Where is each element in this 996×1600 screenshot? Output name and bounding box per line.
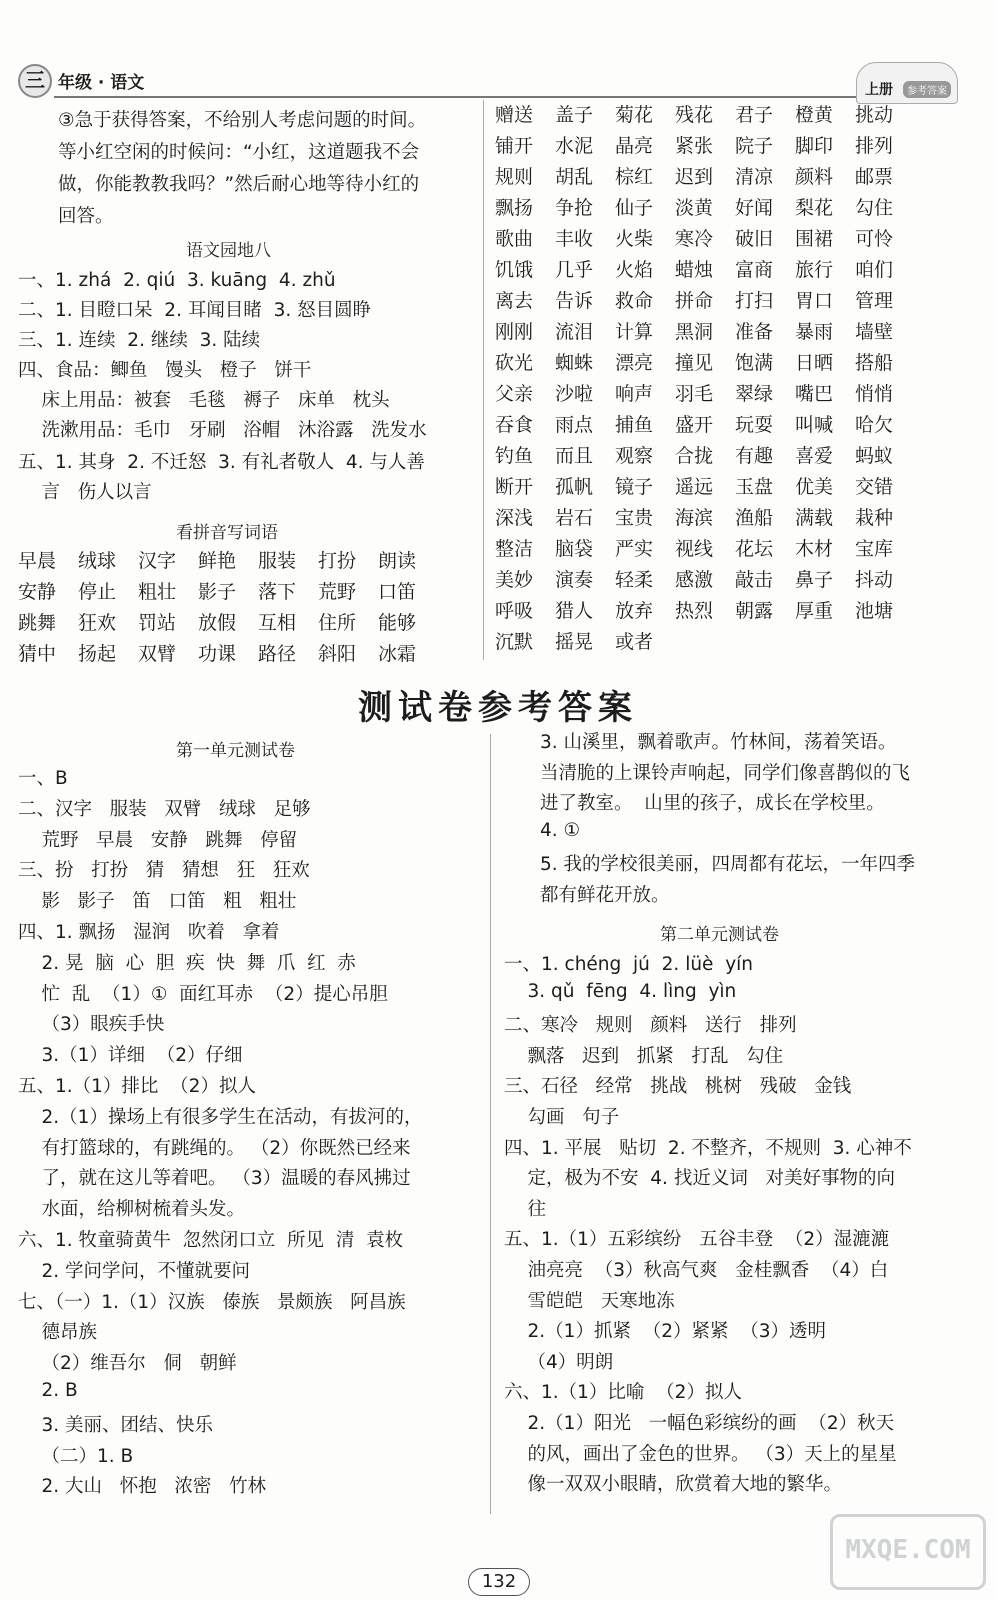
- answer-line: 2.（1）操场上有很多学生在活动，有拔河的，: [18, 1106, 423, 1128]
- vocab-word: 黑洞: [675, 321, 714, 343]
- unit2-title: 第二单元测试卷: [660, 925, 779, 945]
- vocab-word: 美妙: [495, 569, 534, 591]
- answer-line: 飘落 迟到 抓紧 打乱 勾住: [504, 1045, 784, 1067]
- vocab-word: 勾住: [855, 197, 894, 219]
- vocab-word: 叫喊: [795, 414, 834, 436]
- answer-line: 六、1.（1）比喻 （2）拟人: [504, 1382, 742, 1404]
- vocab-word: 君子: [735, 104, 774, 126]
- vocab-word: 仙子: [615, 197, 654, 219]
- vocab-word: 淡黄: [675, 197, 714, 219]
- answer-line: 一、B: [18, 768, 68, 789]
- vocab-word: 敲击: [735, 569, 774, 591]
- watermark-logo: MXQE.COM: [830, 1514, 986, 1590]
- vocab-word: 断开: [495, 476, 534, 498]
- answer-line: 三、石径 经常 挑战 桃树 残破 金钱: [504, 1076, 852, 1098]
- vocab-word: 有趣: [735, 445, 774, 467]
- vocab-word: 交错: [855, 476, 894, 498]
- vocab-word: 喜爱: [795, 445, 834, 467]
- answer-line: 四、食品：鲫鱼 馒头 橙子 饼干: [18, 360, 312, 381]
- answer-line: 像一双双小眼睛，欣赏着大地的繁华。: [504, 1474, 843, 1496]
- answer-line: 都有鲜花开放。: [540, 884, 670, 906]
- answer-line: 2. B: [18, 1380, 78, 1401]
- answer-line: 四、1. 平展 贴切 2. 不整齐，不规则 3. 心神不: [504, 1137, 912, 1159]
- answer-line: 2.（1）阳光 一幅色彩缤纷的画 （2）秋天: [504, 1413, 895, 1434]
- vocab-word: 告诉: [555, 290, 594, 312]
- grade-badge: 三: [18, 64, 52, 98]
- answer-line: 油亮亮 （3）秋高气爽 金桂飘香 （4）白: [504, 1260, 889, 1281]
- answer-line: 二、1. 目瞪口呆 2. 耳闻目睹 3. 怒目圆睁: [18, 300, 372, 321]
- vocab-word: 宝库: [855, 538, 894, 560]
- unit2-answers: [504, 950, 964, 1510]
- vocab-word: 放弃: [615, 600, 654, 622]
- vocab-word: 残花: [675, 104, 714, 126]
- vocab-word: 呼吸: [495, 600, 534, 622]
- answer-line: 四、1. 飘扬 湿润 吹着 拿着: [18, 922, 280, 943]
- answer-line: （二）1. B: [18, 1445, 134, 1467]
- pinyin-word: 功课: [198, 643, 237, 665]
- vocab-word: 玩耍: [735, 414, 774, 436]
- vocab-word: 厚重: [795, 600, 834, 622]
- pinyin-word: 荒野: [318, 581, 357, 603]
- answer-line: 3. 山溪里，飘着歌声。竹林间，荡着笑语。: [540, 732, 897, 753]
- vocab-word: 演奏: [555, 569, 594, 591]
- vocab-word: 破旧: [735, 228, 774, 250]
- vocab-word: 日晒: [795, 352, 834, 374]
- pinyin-word: 住所: [318, 612, 357, 634]
- vocab-word: 孤帆: [555, 476, 594, 498]
- pinyin-word: 狂欢: [78, 612, 117, 634]
- answer-line: 五、1.（1）五彩缤纷 五谷丰登 （2）湿漉漉: [504, 1229, 890, 1251]
- vocab-word: 火柴: [615, 228, 654, 250]
- answer-line: （3）眼疾手快: [18, 1014, 165, 1036]
- answer-line: 2. 大山 怀抱 浓密 竹林: [18, 1476, 266, 1498]
- answer-line: 2. 学问学问，不懂就要问: [18, 1260, 251, 1282]
- answer-line: 有打篮球的，有跳绳的。 （2）你既然已经来: [18, 1137, 411, 1159]
- text-line: 做，你能教教我吗？”然后耐心地等待小红的: [58, 174, 420, 195]
- answer-line: 了，就在这儿等着吧。 （3）温暖的春风拂过: [18, 1168, 411, 1190]
- vocab-word: 羽毛: [675, 383, 714, 405]
- vocab-word: 撞见: [675, 352, 714, 374]
- answer-line: 一、1. chéng jú 2. lüè yín: [504, 954, 754, 975]
- vocab-word: 好闻: [735, 197, 774, 219]
- column-divider-bottom: [490, 734, 491, 1514]
- grade-subject: 年级 · 语文: [58, 73, 145, 93]
- pinyin-word: 口笛: [378, 581, 417, 603]
- pinyin-word: 安静: [18, 581, 57, 603]
- vocab-word: 渔船: [735, 507, 774, 529]
- pinyin-word: 汉字: [138, 550, 177, 572]
- pinyin-word-grid: [18, 546, 438, 670]
- vocab-word: 拼命: [675, 290, 714, 312]
- vocab-word: 响声: [615, 383, 654, 405]
- answer-line: 2. 晃 脑 心 胆 疾 快 舞 爪 红 赤: [18, 952, 356, 974]
- vocab-word: 优美: [795, 476, 834, 498]
- vocab-word: 花坛: [735, 538, 774, 560]
- answer-line: 勾画 句子: [504, 1107, 620, 1128]
- pinyin-word: 能够: [378, 612, 417, 634]
- pinyin-word: 绒球: [78, 550, 117, 572]
- vocab-word: 木材: [795, 538, 834, 560]
- vocab-word: 歌曲: [495, 228, 534, 250]
- answer-line: 影 影子 笛 口笛 粗 粗壮: [18, 891, 297, 913]
- answer-line: 床上用品：被套 毛毯 褥子 床单 枕头: [18, 390, 390, 411]
- vocab-word: 飘扬: [495, 197, 534, 219]
- volume-label: 上册: [865, 82, 893, 98]
- vocab-word: 晶亮: [615, 135, 654, 157]
- vocab-word: 抖动: [855, 569, 894, 591]
- vocab-word: 嘴巴: [795, 383, 834, 405]
- vocab-word: 寒冷: [675, 228, 714, 250]
- vocab-word: 打扫: [735, 290, 774, 312]
- vocab-word: 轻柔: [615, 569, 654, 591]
- vocab-word: 刚刚: [495, 321, 534, 343]
- text-line: ③急于获得答案，不给别人考虑问题的时间。: [58, 110, 427, 131]
- vocab-word: 镜子: [615, 476, 654, 498]
- vocab-word: 争抢: [555, 197, 594, 219]
- vocab-word: 流泪: [555, 321, 594, 343]
- vocab-word: 丰收: [555, 228, 594, 250]
- answer-line: 忙 乱 （1）① 面红耳赤 （2）提心吊胆: [18, 983, 388, 1005]
- vocab-word: 沉默: [495, 631, 534, 653]
- vocab-word: 饥饿: [495, 259, 534, 281]
- vocab-word-grid: [495, 100, 915, 660]
- pinyin-word: 跳舞: [18, 612, 57, 634]
- vocab-word: 盖子: [555, 104, 594, 126]
- answer-line: 言 伤人以言: [18, 482, 152, 503]
- pinyin-word: 双臂: [138, 643, 177, 665]
- vocab-word: 钓鱼: [495, 445, 534, 467]
- page-header: [18, 62, 958, 102]
- vocab-word: 热烈: [675, 600, 714, 622]
- vocab-word: 咱们: [855, 259, 894, 281]
- text-line: 回答。: [58, 206, 114, 227]
- vocab-word: 紧张: [675, 135, 714, 157]
- answer-line: 三、扮 打扮 猜 猜想 狂 狂欢: [18, 860, 310, 882]
- vocab-word: 准备: [735, 321, 774, 343]
- vocab-word: 遥远: [675, 476, 714, 498]
- vocab-word: 摇晃: [555, 631, 594, 653]
- vocab-word: 蜡烛: [675, 259, 714, 281]
- vocab-word: 救命: [615, 290, 654, 312]
- answer-line: 洗漱用品：毛巾 牙刷 浴帽 沐浴露 洗发水: [18, 420, 427, 441]
- vocab-word: 梨花: [795, 197, 834, 219]
- test-answers-title: 测试卷参考答案: [358, 688, 638, 728]
- vocab-word: 深浅: [495, 507, 534, 529]
- unit1-continued: [540, 728, 960, 918]
- answer-line: 3. qǔ fēng 4. lìng yìn: [504, 980, 737, 1002]
- vocab-word: 猎人: [555, 600, 594, 622]
- vocab-word: 胡乱: [555, 166, 594, 188]
- pinyin-word: 猜中: [18, 643, 57, 665]
- garden8-title: 语文园地八: [186, 241, 271, 261]
- answer-line: 3. 美丽、团结、快乐: [18, 1414, 214, 1436]
- vocab-word: 铺开: [495, 135, 534, 157]
- vocab-word: 脑袋: [555, 538, 594, 560]
- column-divider-top: [483, 100, 484, 660]
- vocab-word: 漂亮: [615, 352, 654, 374]
- vocab-word: 捕鱼: [615, 414, 654, 436]
- header-rule: [54, 96, 878, 98]
- vocab-word: 哈欠: [855, 414, 894, 436]
- pinyin-title: 看拼音写词语: [176, 523, 278, 543]
- unit1-answers: [18, 764, 478, 1524]
- pinyin-word: 服装: [258, 550, 297, 572]
- answer-line: 六、1. 牧童骑黄牛 忽然闭口立 所见 清 袁枚: [18, 1230, 404, 1251]
- answer-line: 定，极为不安 4. 找近义词 对美好事物的向: [504, 1168, 895, 1190]
- answer-line: 雪皑皑 天寒地冻: [504, 1290, 675, 1312]
- answer-line: 五、1. 其身 2. 不迁怒 3. 有礼者敬人 4. 与人善: [18, 452, 425, 473]
- vocab-word: 胃口: [795, 290, 834, 312]
- pinyin-word: 粗壮: [138, 581, 177, 603]
- vocab-word: 赠送: [495, 104, 534, 126]
- vocab-word: 观察: [615, 445, 654, 467]
- answer-line: 往: [504, 1198, 547, 1220]
- vocab-word: 宝贵: [615, 507, 654, 529]
- vocab-word: 鼻子: [795, 569, 834, 591]
- answer-line: 2.（1）抓紧 （2）紧紧 （3）透明: [504, 1321, 827, 1343]
- vocab-word: 邮票: [855, 166, 894, 188]
- pinyin-word: 互相: [258, 612, 297, 634]
- vocab-word: 几乎: [555, 259, 594, 281]
- vocab-word: 朝露: [735, 600, 774, 622]
- vocab-word: 感激: [675, 569, 714, 591]
- answer-line: 五、1.（1）排比 （2）拟人: [18, 1076, 256, 1097]
- answer-line: 二、汉字 服装 双臂 绒球 足够: [18, 798, 311, 820]
- pinyin-word: 打扮: [318, 550, 357, 572]
- vocab-word: 岩石: [555, 507, 594, 529]
- answer-line: 3.（1）详细 （2）仔细: [18, 1045, 243, 1067]
- vocab-word: 视线: [675, 538, 714, 560]
- vocab-word: 排列: [855, 135, 894, 157]
- pinyin-word: 落下: [258, 581, 297, 603]
- answer-line: 水面，给柳树梳着头发。: [18, 1199, 246, 1221]
- pinyin-word: 停止: [78, 581, 117, 603]
- answer-line: 的风，画出了金色的世界。 （3）天上的星星: [504, 1443, 897, 1465]
- vocab-word: 计算: [615, 321, 654, 343]
- vocab-word: 而且: [555, 445, 594, 467]
- pinyin-word: 路径: [258, 643, 297, 665]
- vocab-word: 水泥: [555, 135, 594, 157]
- vocab-word: 父亲: [495, 383, 534, 405]
- vocab-word: 搭船: [855, 352, 894, 374]
- pinyin-word: 早晨: [18, 550, 57, 572]
- answer-line: 4. ①: [540, 819, 581, 841]
- pinyin-word: 放假: [198, 612, 237, 634]
- vocab-word: 整洁: [495, 538, 534, 560]
- vocab-word: 管理: [855, 290, 894, 312]
- vocab-word: 翠绿: [735, 383, 774, 405]
- vocab-word: 棕红: [615, 166, 654, 188]
- pinyin-word: 朗读: [378, 550, 417, 572]
- vocab-word: 合拢: [675, 445, 714, 467]
- vocab-word: 火焰: [615, 259, 654, 281]
- vocab-word: 悄悄: [855, 383, 894, 405]
- vocab-word: 雨点: [555, 414, 594, 436]
- vocab-word: 或者: [615, 631, 654, 653]
- vocab-word: 菊花: [615, 104, 654, 126]
- vocab-word: 旅行: [795, 259, 834, 281]
- vocab-word: 可怜: [855, 228, 894, 250]
- vocab-word: 暴雨: [795, 321, 834, 343]
- vocab-word: 砍光: [495, 352, 534, 374]
- pinyin-word: 影子: [198, 581, 237, 603]
- vocab-word: 清凉: [735, 166, 774, 188]
- answers-stamp: 参考答案: [903, 81, 951, 98]
- vocab-word: 满载: [795, 507, 834, 529]
- pinyin-word: 罚站: [138, 612, 177, 634]
- vocab-word: 脚印: [795, 135, 834, 157]
- vocab-word: 饱满: [735, 352, 774, 374]
- vocab-word: 沙啦: [555, 383, 594, 405]
- answer-line: 当清脆的上课铃声响起，同学们像喜鹊似的飞: [540, 762, 911, 784]
- pinyin-word: 鲜艳: [198, 550, 237, 572]
- vocab-word: 规则: [495, 166, 534, 188]
- answer-line: 德昂族: [18, 1322, 98, 1344]
- answer-line: （2）维吾尔 侗 朝鲜: [18, 1353, 237, 1375]
- page-number: 132: [468, 1568, 530, 1596]
- vocab-word: 离去: [495, 290, 534, 312]
- vocab-word: 严实: [615, 538, 654, 560]
- answer-line: 5. 我的学校很美丽，四周都有花坛，一年四季: [540, 854, 916, 875]
- vocab-word: 海滨: [675, 507, 714, 529]
- vocab-word: 院子: [735, 135, 774, 157]
- volume-tab: [856, 62, 958, 104]
- answer-line: 二、寒冷 规则 颜料 送行 排列: [504, 1015, 797, 1037]
- pinyin-word: 斜阳: [318, 643, 357, 665]
- vocab-word: 吞食: [495, 414, 534, 436]
- answer-line: 一、1. zhá 2. qiú 3. kuāng 4. zhǔ: [18, 270, 336, 291]
- pinyin-word: 冰霜: [378, 643, 417, 665]
- vocab-word: 蚂蚁: [855, 445, 894, 467]
- vocab-word: 迟到: [675, 166, 714, 188]
- vocab-word: 墙壁: [855, 321, 894, 343]
- vocab-word: 盛开: [675, 414, 714, 436]
- vocab-word: 栽种: [855, 507, 894, 529]
- vocab-word: 玉盘: [735, 476, 774, 498]
- unit1-title: 第一单元测试卷: [176, 741, 295, 761]
- vocab-word: 颜料: [795, 166, 834, 188]
- vocab-word: 围裙: [795, 228, 834, 250]
- vocab-word: 橙黄: [795, 104, 834, 126]
- vocab-word: 蜘蛛: [555, 352, 594, 374]
- text-line: 等小红空闲的时候问：“小红，这道题我不会: [58, 142, 420, 163]
- answer-line: 荒野 早晨 安静 跳舞 停留: [18, 829, 298, 851]
- vocab-word: 富商: [735, 259, 774, 281]
- answer-line: 三、1. 连续 2. 继续 3. 陆续: [18, 330, 261, 351]
- answer-line: 七、（一）1.（1）汉族 傣族 景颇族 阿昌族: [18, 1291, 406, 1313]
- vocab-word: 挑动: [855, 104, 894, 126]
- answer-line: 进了教室。 山里的孩子，成长在学校里。: [540, 793, 885, 814]
- pinyin-word: 扬起: [78, 643, 117, 665]
- vocab-word: 池塘: [855, 600, 894, 622]
- answer-line: （4）明朗: [504, 1351, 614, 1373]
